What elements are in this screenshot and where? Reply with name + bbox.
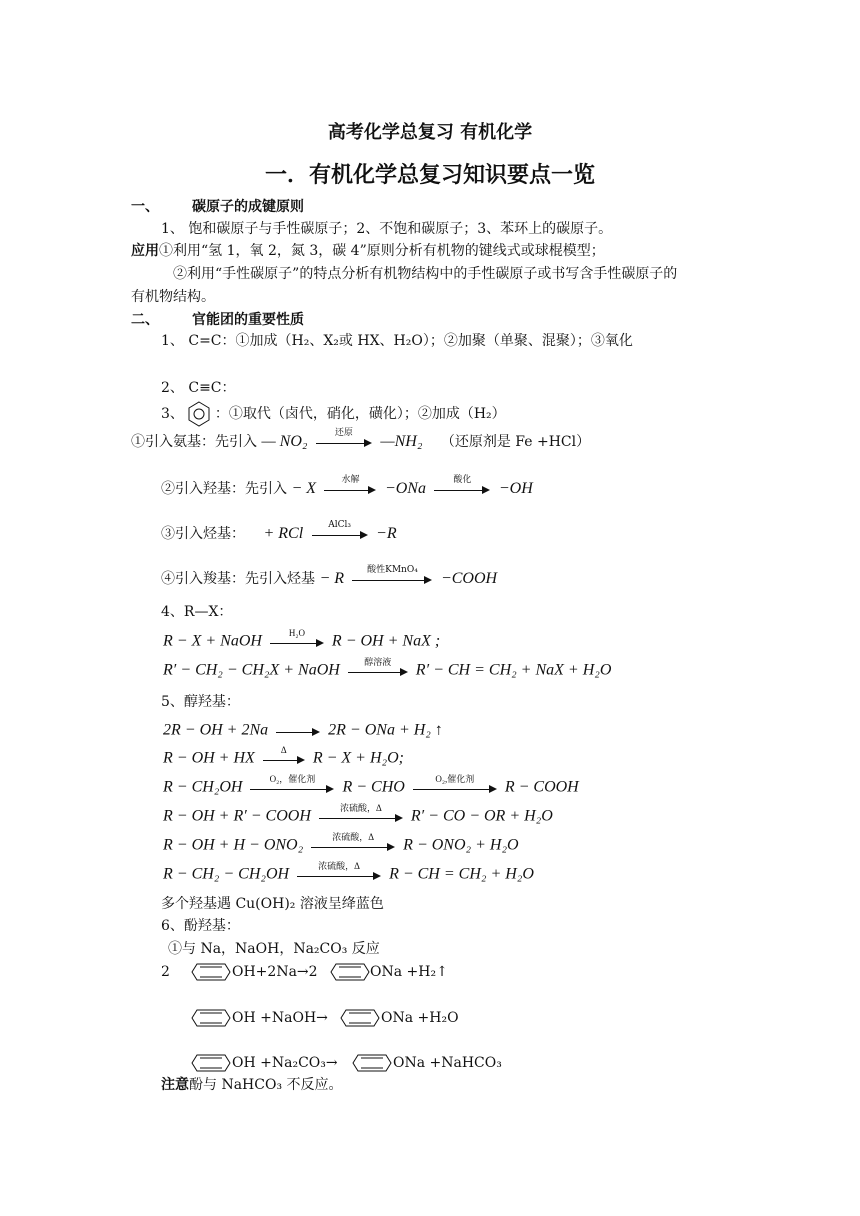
arrow-label: AlCl₃ — [328, 520, 351, 530]
intro-carboxyl-reactant: − R — [319, 570, 345, 587]
intro-alkyl-product: −R — [376, 525, 397, 542]
reaction-arrow — [316, 428, 372, 452]
arrow-label: O₂,催化剂 — [435, 774, 475, 784]
item-5-heading: 5、醇羟基： — [161, 694, 240, 710]
equation-left: R − CH₂OH — [163, 778, 243, 796]
application-line-1 — [131, 242, 605, 260]
phenol-equation-b-left: OH +NaOH→ — [232, 1010, 328, 1026]
alkyne-properties: 2、 C≡C： — [161, 380, 236, 396]
intro-amino-product: —NH₂ — [380, 433, 423, 450]
phenol-equation-c-right: ONa +NaHCO₃ — [393, 1055, 502, 1071]
section-2-heading: 官能团的重要性质 — [192, 312, 304, 328]
arrow-label: 醇溶液 — [364, 657, 392, 667]
section-1-number: 一、 — [131, 199, 159, 215]
arrow-label: H₂O — [288, 628, 305, 638]
arrow-label: 酸化 — [453, 475, 472, 485]
equation-5b — [163, 745, 404, 769]
reaction-arrow — [324, 475, 376, 499]
phenol-note — [161, 1076, 343, 1094]
alkene-properties: 1、 C=C：①加成（H₂、X₂或 HX、H₂O）；②加聚（单聚、混聚）；③氧化 — [161, 333, 633, 349]
reaction-arrow — [319, 803, 403, 827]
reaction-arrow — [263, 745, 305, 769]
document-subtitle: 一．有机化学总复习知识要点一览 — [264, 162, 595, 188]
intro-hydroxyl-prefix: ②引入羟基：先引入 — [161, 481, 287, 497]
benzene-ring-icon — [191, 962, 231, 982]
intro-alkyl-reactant: + RCl — [263, 525, 304, 542]
benzene-ring-icon — [191, 1053, 231, 1073]
arrow-label: 水解 — [341, 475, 360, 485]
intro-amino-note: （还原剂是 Fe +HCl） — [440, 434, 591, 450]
equation-left: R − OH + H − ONO₂ — [163, 836, 304, 854]
section-2-number: 二、 — [131, 312, 159, 328]
phenol-coefficient: 2 — [161, 964, 170, 980]
intro-carboxyl-prefix: ④引入羧基：先引入烃基 — [161, 571, 315, 587]
benzene-ring-icon — [340, 1008, 380, 1028]
application-label: 应用 — [131, 243, 159, 259]
reaction-arrow — [352, 565, 432, 589]
equation-5c — [163, 774, 579, 798]
phenol-equation-c-left: OH +Na₂CO₃→ — [232, 1055, 338, 1071]
equation-4a — [163, 628, 441, 652]
benzene-ring-icon — [191, 1008, 231, 1028]
intro-amino-prefix: ①引入氨基：先引入 — [131, 434, 257, 450]
intro-hydroxyl-line — [161, 475, 533, 499]
reaction-arrow — [270, 628, 324, 652]
reaction-arrow — [311, 832, 395, 856]
phenol-equation-a-right: ONa +H₂↑ — [370, 964, 448, 980]
equation-right: R − CH = CH₂ + H₂O — [389, 865, 534, 883]
arrow-label: 酸性KMnO₄ — [367, 565, 418, 575]
equation-right: R′ − CH = CH₂ + NaX + H₂O — [415, 661, 612, 679]
phenol-reactions-intro: ①与 Na，NaOH，Na₂CO₃ 反应 — [168, 941, 380, 957]
application-line-2b: 有机物结构。 — [131, 289, 215, 305]
equation-right: R − COOH — [504, 778, 579, 796]
benzene-ring-icon — [188, 401, 210, 427]
intro-amino-reactant: — NO₂ — [261, 433, 308, 450]
benzene-ring-icon — [330, 962, 370, 982]
intro-carboxyl-line — [161, 565, 498, 589]
section-1-heading: 碳原子的成键原则 — [192, 199, 304, 215]
intro-hydroxyl-reactant: − X — [291, 480, 317, 497]
reaction-arrow — [434, 475, 490, 499]
equation-5e — [163, 832, 519, 856]
reaction-arrow — [297, 861, 381, 885]
equation-middle: R − CHO — [342, 778, 405, 796]
intro-hydroxyl-product: −OH — [498, 480, 533, 497]
equation-left: R′ − CH₂ − CH₂X + NaOH — [163, 661, 340, 679]
intro-amino-line — [131, 428, 591, 452]
equation-right: R − ONO₂ + H₂O — [403, 836, 519, 854]
equation-left: R − X + NaOH — [163, 632, 262, 650]
item-3-number: 3、 — [161, 406, 184, 422]
benzene-ring-icon — [352, 1053, 392, 1073]
document-title: 高考化学总复习 有机化学 — [327, 122, 533, 143]
equation-left: 2R − OH + 2Na — [163, 721, 269, 739]
benzene-properties-line — [161, 401, 506, 427]
alcohol-note: 多个羟基遇 Cu(OH)₂ 溶液呈绛蓝色 — [161, 896, 384, 912]
equation-right: 2R − ONa + H₂ ↑ — [328, 721, 443, 739]
equation-right: R − OH + NaX ; — [331, 632, 441, 650]
reaction-arrow — [250, 774, 334, 798]
intro-carboxyl-product: −COOH — [440, 570, 498, 587]
arrow-label: 浓硫酸，Δ — [339, 803, 382, 813]
equation-right: R′ − CO − OR + H₂O — [410, 807, 553, 825]
intro-alkyl-line — [161, 520, 397, 544]
application-line-2: ②利用“手性碳原子”的特点分析有机物结构中的手性碳原子或书写含手性碳原子的 — [173, 266, 678, 282]
equation-5f — [163, 861, 534, 885]
note-text: 酚与 NaHCO₃ 不反应。 — [189, 1077, 343, 1093]
equation-5a — [163, 721, 443, 741]
arrow-label: Δ — [280, 745, 287, 755]
intro-alkyl-prefix: ③引入烃基： — [161, 526, 245, 542]
reaction-arrow — [413, 774, 497, 798]
reaction-arrow — [312, 520, 368, 544]
arrow-label: 浓硫酸，Δ — [332, 832, 375, 842]
equation-left: R − OH + R′ − COOH — [163, 807, 311, 825]
equation-left: R − CH₂ − CH₂OH — [163, 865, 290, 883]
reaction-arrow — [348, 657, 408, 681]
note-label: 注意 — [161, 1077, 189, 1093]
equation-right: R − X + H₂O; — [312, 749, 404, 767]
phenol-equation-a-left: OH+2Na→2 — [232, 964, 318, 980]
application-text-1: ①利用“氢 1，氧 2，氮 3，碳 4”原则分析有机物的键线式或球棍模型； — [159, 243, 605, 259]
item-4-heading: 4、R—X： — [161, 604, 233, 620]
reaction-arrow — [276, 721, 320, 741]
equation-4b — [163, 657, 612, 681]
equation-5d — [163, 803, 553, 827]
arrow-label: 浓硫酸，Δ — [318, 861, 360, 871]
arrow-label: O₂，催化剂 — [269, 774, 316, 784]
arrow-label: 还原 — [334, 428, 353, 438]
item-3-text: ：①取代（卤代，硝化，磺化）；②加成（H₂） — [214, 406, 506, 422]
intro-hydroxyl-intermediate: −ONa — [384, 480, 426, 497]
section-1-line: 1、 饱和碳原子与手性碳原子；2、不饱和碳原子；3、苯环上的碳原子。 — [161, 221, 613, 237]
equation-left: R − OH + HX — [163, 749, 255, 767]
phenol-equation-b-right: ONa +H₂O — [381, 1010, 459, 1026]
item-6-heading: 6、酚羟基： — [161, 918, 240, 934]
